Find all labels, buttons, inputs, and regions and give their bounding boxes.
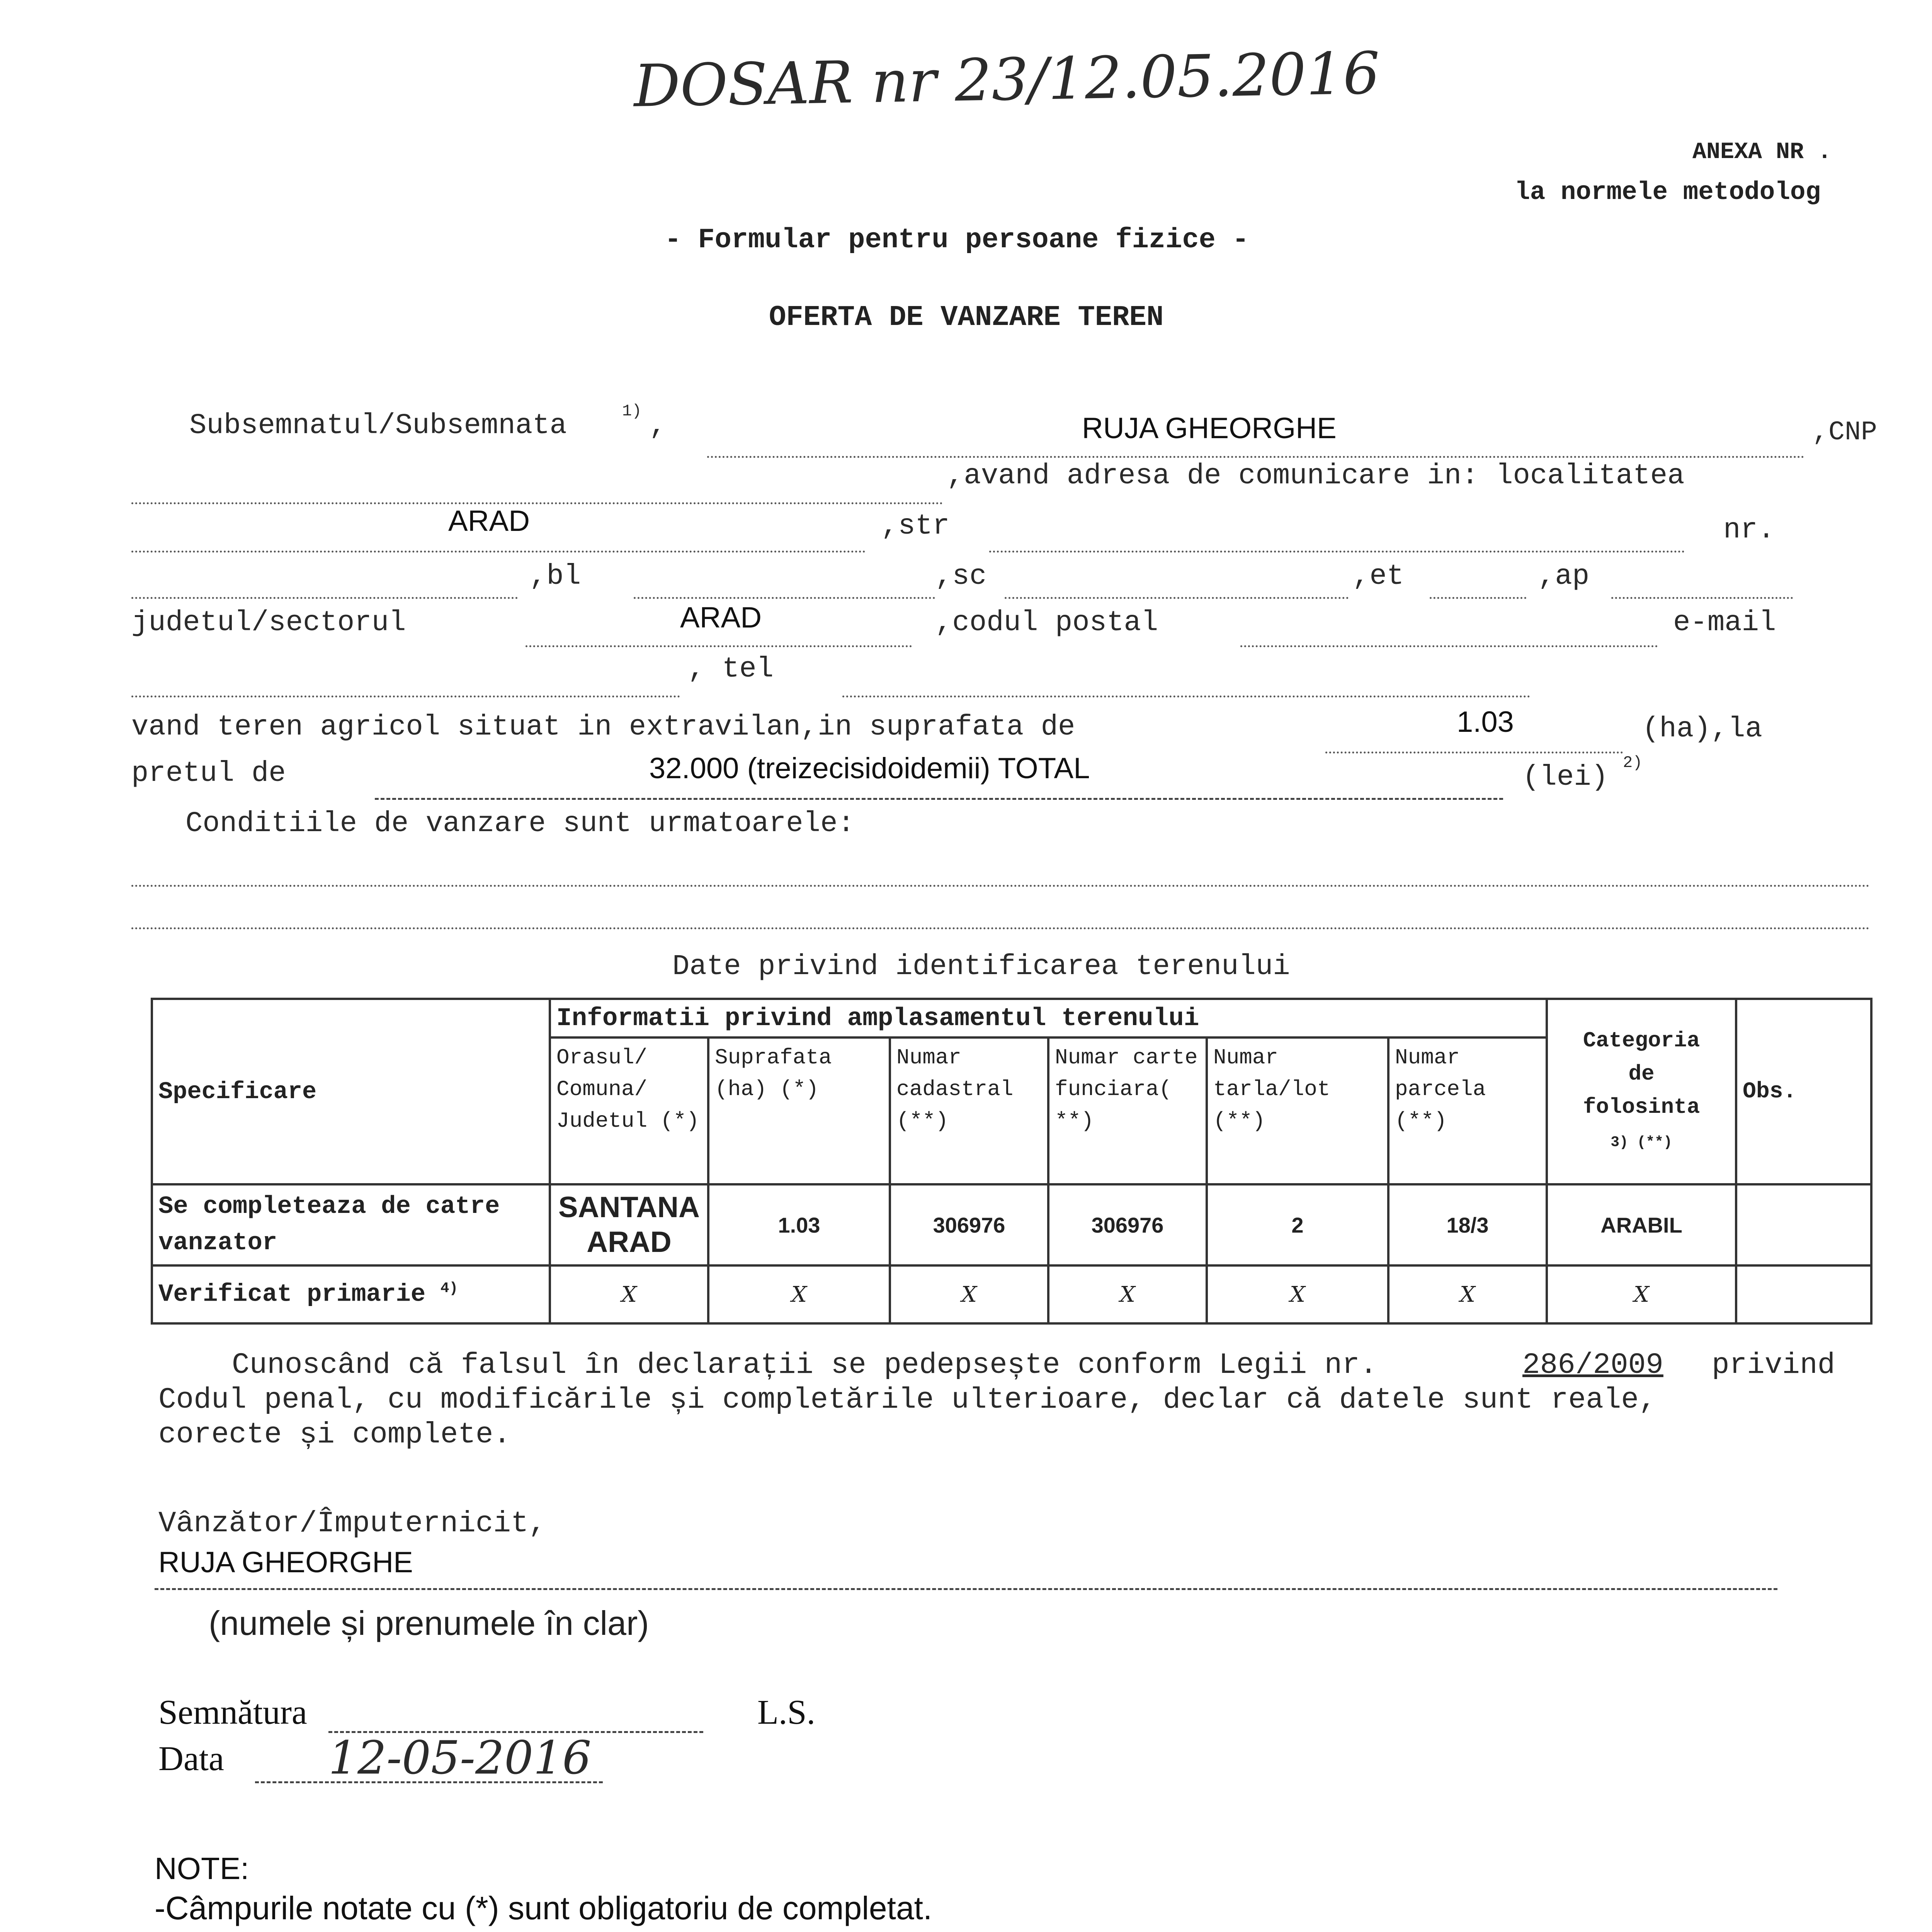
label-lei: (lei) bbox=[1522, 761, 1609, 794]
cell-cadastral: 306976 bbox=[890, 1184, 1048, 1265]
label-data: Data bbox=[158, 1740, 224, 1778]
col-suprafata: Suprafata (ha) (*) bbox=[708, 1037, 890, 1184]
check-cadastral: X bbox=[890, 1265, 1048, 1323]
label-email: e-mail bbox=[1673, 607, 1776, 639]
label-tel: , tel bbox=[688, 653, 774, 685]
conditii-line-1 bbox=[131, 885, 1870, 887]
declaration-line-3: corecte și complete. bbox=[158, 1418, 511, 1451]
localitate-value: ARAD bbox=[448, 505, 530, 537]
cell-parcela: 18/3 bbox=[1388, 1184, 1547, 1265]
label-judet: judetul/sectorul bbox=[131, 607, 406, 639]
judet-field-line bbox=[526, 645, 912, 647]
street-field-line bbox=[989, 551, 1685, 553]
check-orasul: X bbox=[550, 1265, 708, 1323]
footnote-ref-4: 4) bbox=[440, 1280, 458, 1297]
label-et: ,et bbox=[1352, 560, 1404, 593]
header-categoria-label: Categoria de folosinta bbox=[1583, 1028, 1700, 1119]
row-label-vanzator: Se completeaza de catre vanzator bbox=[152, 1184, 550, 1265]
handwritten-dossier-number: DOSAR nr 23/12.05.2016 bbox=[633, 40, 1381, 120]
cell-orasul: SANTANA ARAD bbox=[550, 1184, 708, 1265]
pret-field-line bbox=[375, 798, 1503, 800]
declaration-line-2: Codul penal, cu modificările și completările ulterioare, declar că datele sunt reale, bbox=[158, 1383, 1656, 1417]
judet-value: ARAD bbox=[680, 601, 762, 634]
header-specificare: Specificare bbox=[152, 999, 550, 1184]
sc-field-line bbox=[1005, 597, 1349, 599]
cell-carte-funciara: 306976 bbox=[1048, 1184, 1207, 1265]
handwritten-date: 12-05-2016 bbox=[328, 1731, 592, 1784]
seller-name-value: RUJA GHEORGHE bbox=[1082, 412, 1337, 445]
nr-field-line bbox=[131, 597, 518, 599]
land-identification-table bbox=[151, 998, 1872, 1325]
cnp-field-line bbox=[131, 502, 943, 504]
table-caption: Date privind identificarea terenului bbox=[672, 951, 1290, 983]
cell-suprafata: 1.03 bbox=[708, 1184, 890, 1265]
label-ls: L.S. bbox=[757, 1693, 816, 1731]
col-carte-funciara: Numar carte funciara( **) bbox=[1048, 1037, 1207, 1184]
header-categoria-note: 3) (**) bbox=[1611, 1134, 1672, 1151]
footnote-ref-1: 1) bbox=[622, 402, 642, 420]
header-obs: Obs. bbox=[1736, 999, 1871, 1184]
check-tarla-lot: X bbox=[1207, 1265, 1388, 1323]
form-type: - Formular pentru persoane fizice - bbox=[665, 224, 1249, 256]
email-field-line bbox=[131, 696, 680, 697]
cell-tarla-lot: 2 bbox=[1207, 1184, 1388, 1265]
label-adresa: ,avand adresa de comunicare in: localitatea bbox=[947, 460, 1685, 492]
header-informatii: Informatii privind amplasamentul terenului bbox=[550, 999, 1547, 1037]
header-categoria bbox=[1547, 999, 1736, 1184]
label-subsemnatul: Subsemnatul/Subsemnata bbox=[189, 410, 567, 442]
suprafata-field-line bbox=[1325, 752, 1623, 753]
check-obs bbox=[1736, 1265, 1871, 1323]
declaration-line-1a: Cunoscând că falsul în declarații se pedepsește conform Legii nr. bbox=[232, 1349, 1378, 1382]
table-row-vanzator bbox=[152, 1184, 1871, 1265]
check-carte-funciara: X bbox=[1048, 1265, 1207, 1323]
cell-categoria: ARABIL bbox=[1547, 1184, 1736, 1265]
page-title: OFERTA DE VANZARE TEREN bbox=[769, 301, 1164, 334]
label-cod-postal: ,codul postal bbox=[935, 607, 1158, 639]
name-field-line bbox=[707, 456, 1804, 458]
annex-subtitle: la normele metodolog bbox=[1515, 178, 1821, 207]
tel-field-line bbox=[842, 696, 1530, 697]
col-cadastral: Numar cadastral (**) bbox=[890, 1037, 1048, 1184]
row-label-primarie bbox=[152, 1265, 550, 1323]
label-cnp: ,CNP bbox=[1812, 417, 1878, 448]
annex-number: ANEXA NR . bbox=[1692, 139, 1832, 165]
label-comma: , bbox=[649, 410, 667, 442]
signature-name-value: RUJA GHEORGHE bbox=[158, 1546, 413, 1579]
row-label-primarie-text: Verificat primarie bbox=[158, 1281, 426, 1309]
label-str: ,str bbox=[881, 510, 950, 543]
col-tarla-lot: Numar tarla/lot (**) bbox=[1207, 1037, 1388, 1184]
declaration-law-number: 286/2009 bbox=[1522, 1349, 1663, 1382]
col-orasul: Orasul/ Comuna/ Judetul (*) bbox=[550, 1037, 708, 1184]
cell-obs bbox=[1736, 1184, 1871, 1265]
conditii-line-2 bbox=[131, 927, 1870, 929]
table-row-primarie bbox=[152, 1265, 1871, 1323]
label-conditii: Conditiile de vanzare sunt urmatoarele: bbox=[185, 808, 855, 840]
notes-title: NOTE: bbox=[155, 1851, 249, 1886]
label-bl: ,bl bbox=[529, 560, 581, 593]
check-categoria: X bbox=[1547, 1265, 1736, 1323]
check-parcela: X bbox=[1388, 1265, 1547, 1323]
note-1: -Câmpurile notate cu (*) sunt obligatoriu de completat. bbox=[155, 1890, 932, 1926]
col-parcela: Numar parcela (**) bbox=[1388, 1037, 1547, 1184]
label-ha-la: (ha),la bbox=[1642, 713, 1762, 745]
signature-hint: (numele și prenumele în clar) bbox=[209, 1604, 649, 1642]
label-nr: nr. bbox=[1723, 514, 1775, 546]
label-ap: ,ap bbox=[1538, 560, 1590, 593]
label-pretul: pretul de bbox=[131, 757, 286, 790]
label-vand-teren: vand teren agricol situat in extravilan,in suprafata de bbox=[131, 711, 1075, 743]
check-suprafata: X bbox=[708, 1265, 890, 1323]
postal-field-line bbox=[1240, 645, 1658, 647]
suprafata-value: 1.03 bbox=[1457, 706, 1514, 738]
signature-name-line bbox=[155, 1588, 1777, 1590]
footnote-ref-2: 2) bbox=[1623, 753, 1643, 772]
ap-field-line bbox=[1611, 597, 1793, 599]
et-field-line bbox=[1430, 597, 1526, 599]
label-semnatura: Semnătura bbox=[158, 1693, 307, 1731]
label-sc: ,sc bbox=[935, 560, 987, 593]
pret-value: 32.000 (treizecisidoidemii) TOTAL bbox=[649, 752, 1090, 785]
label-vanzator: Vânzător/Împuternicit, bbox=[158, 1507, 546, 1540]
localitate-field-line bbox=[131, 551, 866, 553]
declaration-line-1b: privind bbox=[1712, 1349, 1835, 1382]
bl-field-line bbox=[634, 597, 935, 599]
